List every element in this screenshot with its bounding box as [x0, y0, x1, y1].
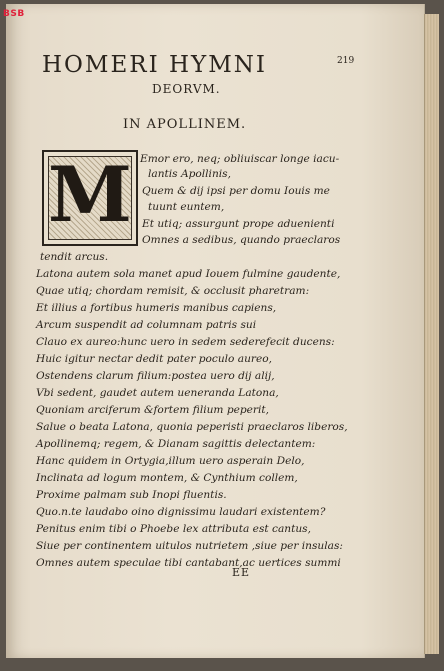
- verse-line: Quoniam arciferum &fortem filium peperit,: [36, 404, 270, 416]
- verse-line: Salue o beata Latona, quonia peperisti praeclaros liberos,: [36, 421, 348, 433]
- running-subtitle: DEORVM.: [152, 82, 221, 96]
- verse-line: lantis Apollinis,: [148, 168, 231, 180]
- verse-line: tendit arcus.: [40, 251, 109, 263]
- page-number: 219: [337, 56, 355, 66]
- verse-line: Emor ero, neq; obliuiscar longe iacu-: [140, 153, 340, 165]
- library-watermark: BSB: [3, 9, 25, 19]
- running-title: HOMERI HYMNI: [42, 52, 267, 78]
- verse-line: Omnes autem speculae tibi cantabant,ac uertices summi: [36, 557, 341, 569]
- verse-line: Et utiq; assurgunt prope aduenienti: [142, 218, 335, 230]
- verse-line: Siue per continentem uitulos nutrietem ,siue per insulas:: [36, 540, 343, 552]
- verse-line: Proxime palmam sub Inopi fluentis.: [36, 489, 227, 501]
- verse-line: Penitus enim tibi o Phoebe lex attributa est cantus,: [36, 523, 311, 535]
- verse-line: Ostendens clarum filium:postea uero dij alij,: [36, 370, 275, 382]
- verse-line: Quem & dij ipsi per domu Iouis me: [142, 185, 330, 197]
- verse-line: Arcum suspendit ad columnam patris sui: [36, 319, 257, 331]
- verse-line: Apollinemq; regem, & Dianam sagittis delectantem:: [36, 438, 316, 450]
- verse-line: Vbi sedent, gaudet autem ueneranda Latona,: [36, 387, 279, 399]
- verse-line: Inclinata ad logum montem, & Cynthium collem,: [36, 472, 298, 484]
- verse-line: tuunt euntem,: [148, 201, 225, 213]
- verse-line: Hanc quidem in Ortygia,illum uero asperain Delo,: [36, 455, 305, 467]
- page-edges: [424, 14, 439, 654]
- verse-line: Latona autem sola manet apud Iouem fulmine gaudente,: [36, 268, 341, 280]
- catchword: EE: [232, 566, 251, 579]
- initial-letter: M: [47, 150, 133, 239]
- verse-line: Quae utiq; chordam remisit, & occlusit pharetram:: [36, 285, 310, 297]
- hymn-title: IN APOLLINEM.: [123, 117, 247, 132]
- decorated-initial: [42, 150, 138, 246]
- verse-line: Omnes a sedibus, quando praeclaros: [142, 234, 341, 246]
- verse-line: Quo.n.te laudabo oino dignissimu laudari existentem?: [36, 506, 326, 518]
- verse-line: Clauo ex aureo:hunc uero in sedem sederefecit ducens:: [36, 336, 335, 348]
- verse-line: Huic igitur nectar dedit pater poculo aureo,: [36, 353, 273, 365]
- verse-line: Et illius a fortibus humeris manibus capiens,: [36, 302, 277, 314]
